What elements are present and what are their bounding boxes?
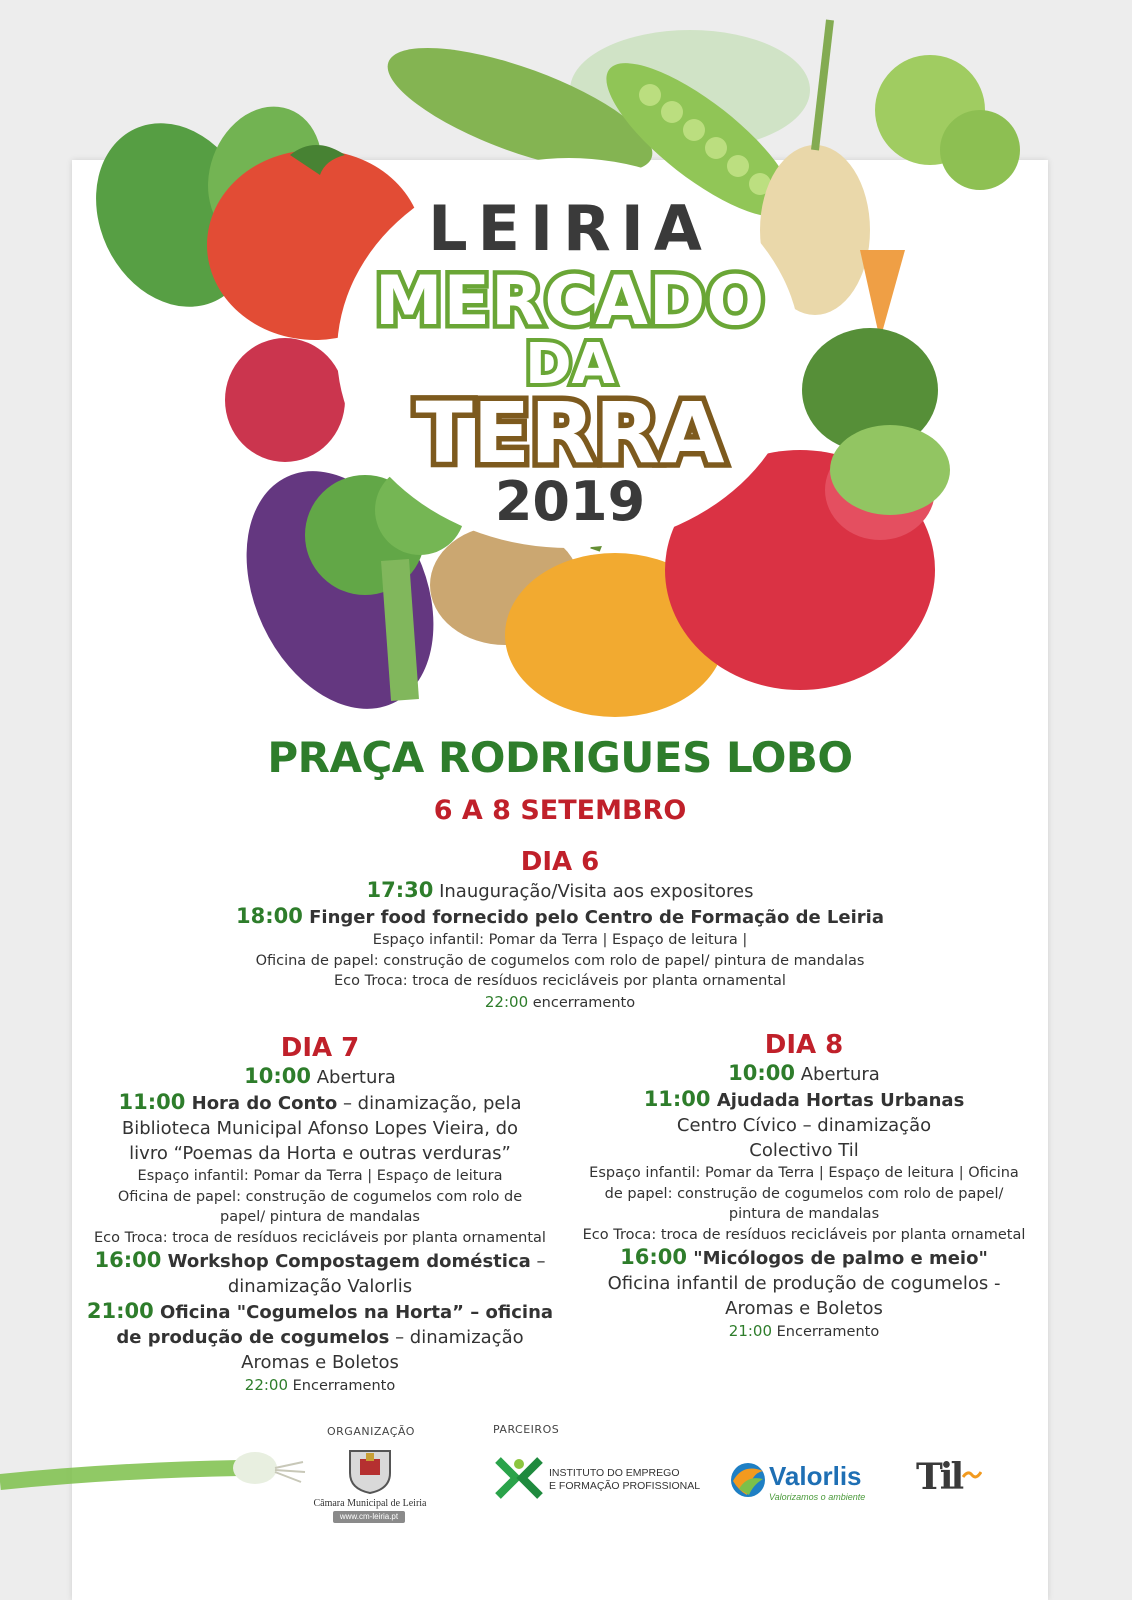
day8-paper-workshop: de papel: construção de cogumelos com rolo de papel/ xyxy=(604,1185,1004,1202)
day7-section xyxy=(84,1032,556,1397)
title-da: DA xyxy=(525,332,615,397)
til-logo: Til xyxy=(916,1456,962,1498)
day7-paper-workshop-cont: papel/ pintura de mandalas xyxy=(220,1209,420,1225)
day7-kids-space: Espaço infantil: Pomar da Terra | Espaço de leitura xyxy=(137,1168,503,1184)
day8-eco-troca: Eco Troca: troca de resíduos recicláveis por planta ornametal xyxy=(582,1226,1026,1243)
day7-compost-host: dinamização Valorlis xyxy=(227,1276,413,1297)
day8-colectivo-til: Colectivo Til xyxy=(749,1140,859,1161)
day8-urban-gardens: 11:00 Ajudada Hortas Urbanas xyxy=(643,1087,965,1111)
day7-compost-workshop: 16:00 Workshop Compostagem doméstica – xyxy=(94,1248,546,1272)
valorlis-name: Valorlis xyxy=(769,1461,862,1491)
day7-closing: 22:00 Encerramento xyxy=(244,1376,396,1394)
til-tilde-icon xyxy=(962,1470,982,1480)
day8-opening: 10:00 Abertura xyxy=(728,1061,880,1085)
day7-mushroom-host: Aromas e Boletos xyxy=(241,1352,399,1373)
day6-finger-food: 18:00 Finger food fornecido pelo Centro de Formação de Leiria xyxy=(236,904,884,928)
day8-section xyxy=(572,1029,1036,1343)
iefp-name: INSTITUTO DO EMPREGO E FORMAÇÃO PROFISSIONAL xyxy=(549,1467,701,1492)
venue-heading: PRAÇA RODRIGUES LOBO xyxy=(267,733,853,782)
partners-label: PARCEIROS xyxy=(493,1423,560,1436)
organization-label: ORGANIZAÇÃO xyxy=(327,1425,415,1438)
day7-story-library: Biblioteca Municipal Afonso Lopes Vieira, do xyxy=(121,1118,519,1139)
day6-paper-workshop: Oficina de papel: construção de cogumelos com rolo de papel/ pintura de mandalas xyxy=(255,952,865,969)
radish-icon xyxy=(225,338,345,462)
day6-section xyxy=(172,846,948,1013)
event-dates: 6 A 8 SETEMBRO xyxy=(433,795,687,826)
cm-leiria-name: Câmara Municipal de Leiria xyxy=(313,1498,427,1509)
leiria-coat-of-arms-icon xyxy=(344,1447,396,1495)
valorlis-logo-icon xyxy=(729,1461,767,1499)
title-mercado: MERCADO xyxy=(374,262,766,341)
title-year: 2019 xyxy=(494,470,646,533)
day7-title: DIA 7 xyxy=(280,1033,360,1063)
day8-paper-workshop-cont: pintura de mandalas xyxy=(728,1206,880,1222)
valorlis-tagline: Valorizamos o ambiente xyxy=(769,1492,866,1502)
cm-leiria-url[interactable]: www.cm-leiria.pt xyxy=(333,1511,405,1523)
day8-mushroom-host: Aromas e Boletos xyxy=(725,1298,883,1319)
day7-mushroom-workshop-cont: de produção de cogumelos – dinamização xyxy=(116,1327,524,1348)
day7-opening: 10:00 Abertura xyxy=(244,1064,396,1088)
day6-kids-space: Espaço infantil: Pomar da Terra | Espaço de leitura | xyxy=(372,932,748,948)
day8-civic-center: Centro Cívico – dinamização xyxy=(676,1115,932,1136)
title-leiria: LEIRIA xyxy=(428,192,712,265)
day6-closing: 22:00 encerramento xyxy=(484,992,636,1011)
day8-title: DIA 8 xyxy=(764,1030,844,1060)
day8-mushroom-workshop: Oficina infantil de produção de cogumelos - xyxy=(607,1273,1001,1294)
day6-inauguration: 17:30 Inauguração/Visita aos expositores xyxy=(366,878,754,902)
spring-onion-icon xyxy=(0,1440,320,1520)
iefp-logo-icon xyxy=(494,1456,544,1500)
day6-title: DIA 6 xyxy=(520,847,600,877)
day7-story-book: livro “Poemas da Horta e outras verduras” xyxy=(129,1143,511,1164)
day7-eco-troca: Eco Troca: troca de resíduos recicláveis por planta ornamental xyxy=(94,1229,546,1246)
day8-closing: 21:00 Encerramento xyxy=(728,1322,880,1340)
day8-mycologists: 16:00 "Micólogos de palmo e meio" xyxy=(620,1245,988,1269)
day7-story-hour: 11:00 Hora do Conto – dinamização, pela xyxy=(118,1090,522,1114)
day6-eco-troca: Eco Troca: troca de resíduos recicláveis por planta ornamental xyxy=(334,973,786,989)
carrot-icon xyxy=(860,250,905,340)
title-terra: TERRA xyxy=(415,384,725,482)
day7-paper-workshop: Oficina de papel: construção de cogumelos com rolo de xyxy=(117,1188,523,1205)
day7-mushroom-workshop: 21:00 Oficina "Cogumelos na Horta” – oficina xyxy=(86,1299,554,1323)
day8-kids-space: Espaço infantil: Pomar da Terra | Espaço de leitura | Oficina xyxy=(589,1165,1019,1181)
